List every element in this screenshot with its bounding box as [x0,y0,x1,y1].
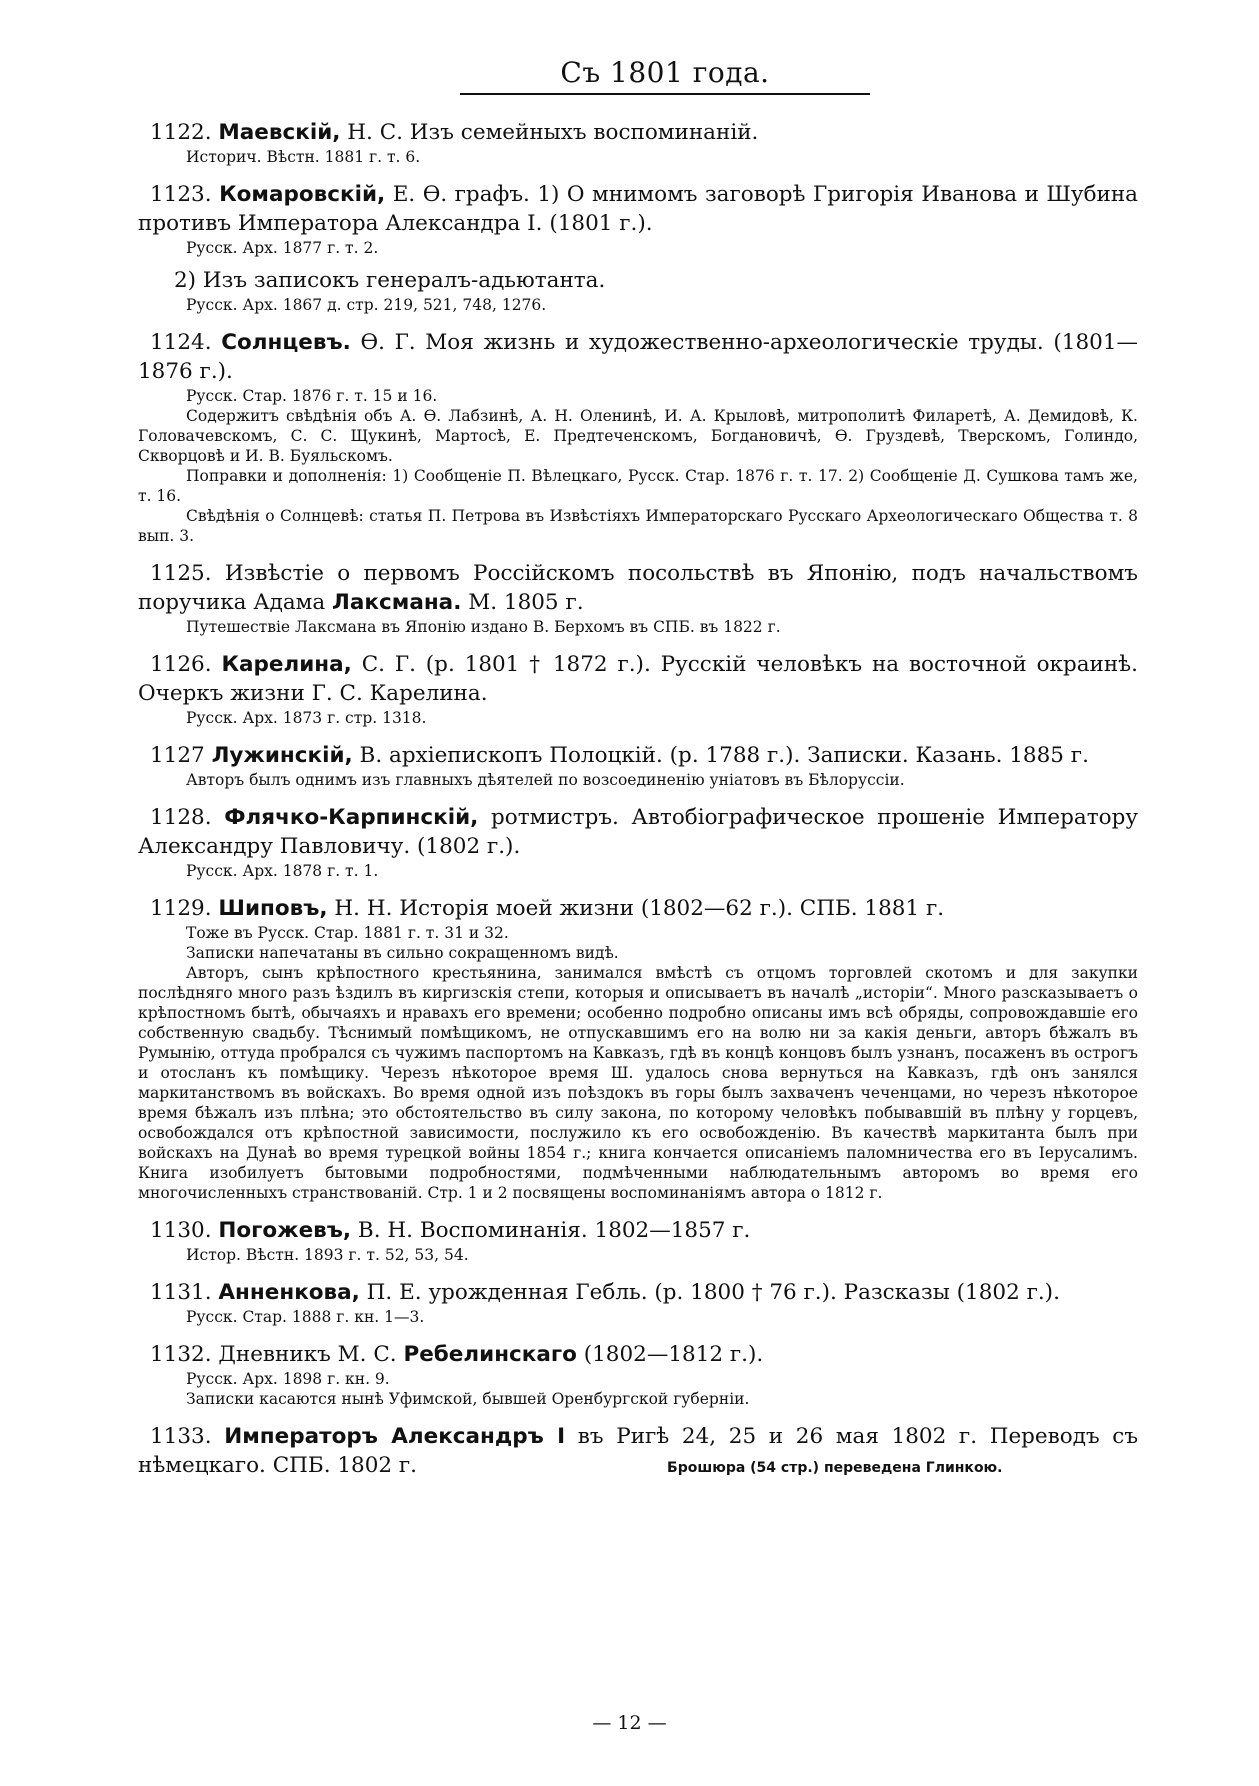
entry-1123 [138,180,1138,315]
entry-note: Русск. Стар. 1876 г. т. 15 и 16. [186,387,438,405]
entry-1124 [138,328,1138,546]
entry-1133 [138,1422,1138,1483]
entry-note: Поправки и дополненія: 1) Сообщеніе П. Вѣлецкаго, Русск. Стар. 1876 г. т. 17. 2) Сообщеніе Д. Сушкова тамъ же, т. 16. [138,467,1138,505]
entry-main [138,1216,1138,1245]
entry-1132 [138,1340,1138,1409]
entry-title: въ Ригѣ 24, 25 и 26 мая 1802 г. Переводъ съ нѣмецкаго. СПБ. 1802 г. [138,1424,1138,1478]
entry-note: Русск. Арх. 1877 г. т. 2. [186,239,379,257]
entry-note: Тоже въ Русск. Стар. 1881 г. т. 31 и 32. [186,924,509,942]
entry-note: Русск. Стар. 1888 г. кн. 1—3. [186,1308,425,1326]
entry-tail-note: Брошюра (54 стр.) переведена Глинкою. [667,1460,1003,1476]
entry-note: Русск. Арх. 1873 г. стр. 1318. [186,709,427,727]
entry-note: Русск. Арх. 1898 г. кн. 9. [186,1370,390,1388]
entry-number: 1125. [150,561,212,586]
entry-author: Лаксмана. [332,590,462,615]
entry-title: С. Г. (р. 1801 † 1872 г.). Русскій человѣкъ на восточной окраинѣ. Очеркъ жизни Г. С. Карелина. [138,652,1138,706]
entry-number: 1132. [150,1342,212,1367]
entry-annotation: Авторъ, сынъ крѣпостного крестьянина, занимался вмѣстѣ съ отцомъ торговлей скотомъ и для закупки послѣдняго много разъ ѣздилъ въ киргизскія степи, которыя и описываетъ въ началѣ „исторіи“. Много разсказываетъ о крѣпостномъ бытѣ, обычаяхъ и нравахъ его времени; особенно подробно описаны имъ всѣ обряды, сопровождавшіе его собственную свадьбу. Тѣснимый помѣщикомъ, не отпускавшимъ его на волю ни за какія деньги, авторъ бѣжалъ въ Румынію, оттуда пробрался съ чужимъ паспортомъ на Кавказъ, гдѣ въ концѣ концовъ былъ узнанъ, посаженъ въ острогъ и отосланъ къ помѣщику. Черезъ нѣкоторое время Ш. удалось снова вернуться на Кавказъ, гдѣ онъ занялся маркитанствомъ въ войскахъ. Во время одной изъ поѣздокъ въ горы былъ захваченъ чеченцами, но черезъ нѣкоторое время бѣжалъ изъ плѣна; это обстоятельство въ силу закона, по которому человѣкъ побывавшій въ плѣну у горцевъ, освобождался отъ крѣпостной зависимости, послужило къ его освобожденію. Въ качествѣ маркитанта былъ при войскахъ на Дунаѣ во время турецкой войны 1854 г.; книга кончается описаніемъ паломничества его въ Іерусалимъ. Книга изобилуетъ бытовыми подробностями, подмѣченными наблюдательнымъ авторомъ во время его многочисленныхъ странствованій. Стр. 1 и 2 посвящены воспоминаніямъ автора о 1812 г. [138,964,1138,1202]
entry-author: Лужинскій, [211,743,353,768]
entry-main [138,1422,1138,1483]
entry-number: 1123. [150,182,212,207]
entry-author: Комаровскій, [219,182,386,207]
entry-title: В. Н. Воспоминанія. 1802—1857 г. [351,1218,751,1243]
entry-note: Свѣдѣнія о Солнцевѣ: статья П. Петрова въ Извѣстіяхъ Императорскаго Русскаго Археологическаго Общества т. 8 вып. 3. [138,507,1138,545]
entry-1129 [138,894,1138,1203]
entry-author: Шиповъ, [218,896,328,921]
entry-title: П. Е. урожденная Гебль. (р. 1800 † 76 г.). Разсказы (1802 г.). [359,1280,1060,1305]
entry-main [138,894,1138,923]
entry-note: Русск. Арх. 1878 г. т. 1. [186,862,379,880]
entry-title-prefix: Извѣстіе о первомъ Россійскомъ посольствѣ въ Японію, подъ начальствомъ поручика Адама [138,561,1138,615]
entry-author: Ребелинскаго [403,1342,577,1367]
entry-title: (1802—1812 г.). [576,1342,764,1367]
bibliography-list [138,118,1138,1496]
entry-author: Императоръ Александръ I [224,1424,566,1449]
entry-note: Записки напечатаны въ сильно сокращенномъ видѣ. [186,944,619,962]
entry-number: 1128. [150,805,212,830]
entry-author: Погожевъ, [218,1218,352,1243]
entry-note: Историч. Вѣстн. 1881 г. т. 6. [186,148,421,166]
entry-author: Флячко-Карпинскій, [224,805,479,830]
entry-main [138,118,1138,147]
entry-title: Ѳ. Г. Моя жизнь и художественно-археологическіе труды. (1801—1876 г.). [138,330,1138,384]
entry-note: Путешествіе Лаксмана въ Японію издано В. Берхомъ въ СПБ. въ 1822 г. [186,618,781,636]
entry-1125 [138,559,1138,637]
entry-title: В. архіепископъ Полоцкій. (р. 1788 г.). Записки. Казань. 1885 г. [352,743,1089,768]
entry-main [138,559,1138,617]
entry-main [138,741,1138,770]
entry-main [138,803,1138,861]
entry-note: Записки касаются нынѣ Уфимской, бывшей Оренбургской губерніи. [186,1390,750,1408]
entry-note: Русск. Арх. 1867 д. стр. 219, 521, 748, 1276. [186,296,547,314]
entry-1122 [138,118,1138,167]
entry-number: 1127 [150,743,205,768]
entry-1127 [138,741,1138,790]
entry-author: Маевскій, [218,120,341,145]
entry-title: Н. Н. Исторія моей жизни (1802—62 г.). СПБ. 1881 г. [327,896,945,921]
entry-number: 1122. [150,120,212,145]
entry-number: 1129. [150,896,212,921]
entry-part2: 2) Изъ записокъ генералъ-адьютанта. [174,268,606,293]
entry-title: Е. Ѳ. графъ. 1) О мнимомъ заговорѣ Григорія Иванова и Шубина противъ Императора Александра I. (1801 г.). [138,182,1138,236]
entry-number: 1133. [150,1424,212,1449]
entry-title: ротмистръ. Автобіографическое прошеніе Императору Александру Павловичу. (1802 г.). [138,805,1138,859]
entry-author: Солнцевъ. [221,330,351,355]
entry-note: Истор. Вѣстн. 1893 г. т. 52, 53, 54. [186,1246,469,1264]
entry-main [138,1340,1138,1369]
entry-main [138,1278,1138,1307]
entry-author: Анненкова, [218,1280,360,1305]
entry-number: 1124. [150,330,212,355]
entry-note: Содержитъ свѣдѣнія объ А. Ѳ. Лабзинѣ, А. Н. Оленинѣ, И. А. Крыловѣ, митрополитѣ Филаретѣ, А. Демидовѣ, К. Головачевскомъ, С. С. Щукинѣ, Мартосѣ, Е. Предтеченскомъ, Богдановичѣ, Ѳ. Груздевѣ, Тверскомъ, Голиндо, Скворцовѣ и И. В. Буяльскомъ. [138,407,1138,465]
entry-note: Авторъ былъ однимъ изъ главныхъ дѣятелей по возсоединенію уніатовъ въ Бѣлоруссіи. [186,771,905,789]
page-number: — 12 — [592,1712,667,1734]
entry-title: Н. С. Изъ семейныхъ воспоминаній. [340,120,759,145]
entry-number: 1126. [150,652,212,677]
entry-1126 [138,650,1138,728]
entry-main [138,650,1138,708]
entry-number: 1130. [150,1218,212,1243]
entry-1131 [138,1278,1138,1327]
entry-title: М. 1805 г. [461,590,584,615]
entry-number: 1131. [150,1280,212,1305]
entry-1128 [138,803,1138,881]
entry-main [138,180,1138,238]
entry-main [138,328,1138,386]
entry-1130 [138,1216,1138,1265]
entry-author: Карелина, [221,652,352,677]
page-header: Съ 1801 года. [460,56,870,95]
entry-title-prefix: Дневникъ М. С. [211,1342,404,1367]
